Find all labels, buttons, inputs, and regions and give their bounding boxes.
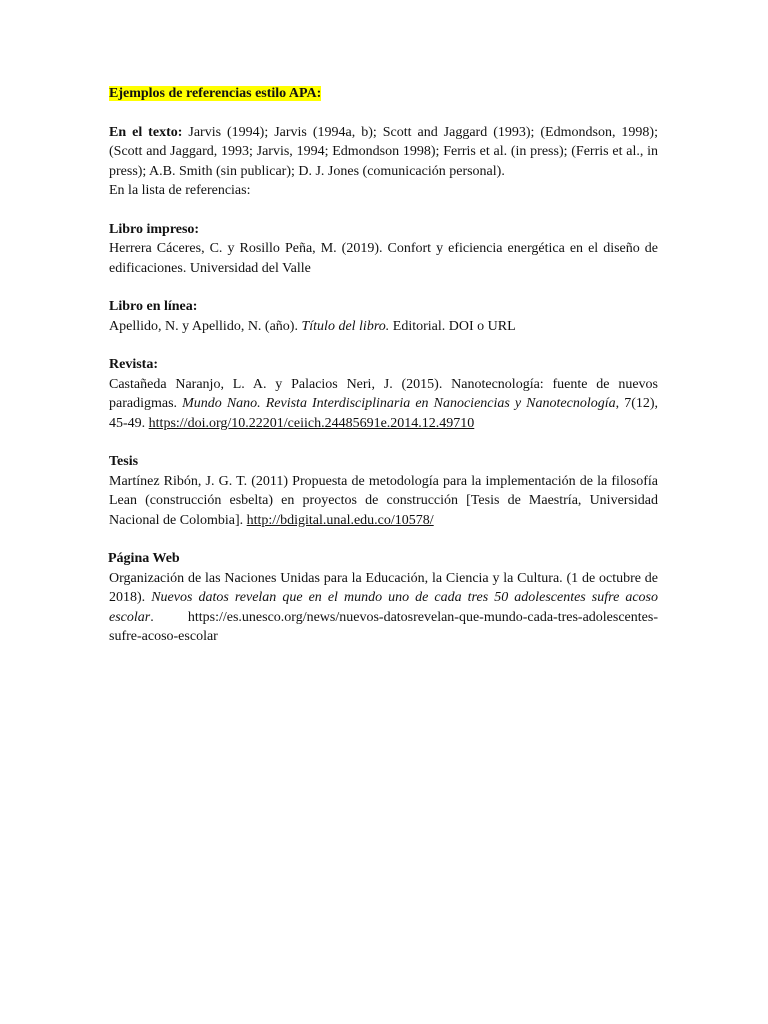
libro-linea-heading: Libro en línea: bbox=[109, 299, 198, 314]
pagina-web-pre: Organización de las Naciones Unidas para la Educación, la Ciencia y la Cultura. (1 de octubre de 2018). bbox=[109, 570, 658, 605]
en-texto-lead: En el texto: bbox=[109, 124, 183, 140]
tesis-link[interactable]: http://bdigital.unal.edu.co/10578/ bbox=[246, 512, 434, 528]
section-revista bbox=[109, 355, 658, 433]
libro-linea-post: Editorial. DOI o URL bbox=[389, 318, 516, 334]
tesis-pre: Martínez Ribón, J. G. T. (2011) Propuesta de metodología para la implementación de la filosofía Lean (construcción esbelta) en proyectos de construcción [Tesis de Maestría, Universidad Nacional de Colombia]. bbox=[109, 473, 658, 528]
tesis-text bbox=[109, 472, 658, 531]
libro-linea-text bbox=[109, 317, 658, 337]
en-texto-paragraph bbox=[109, 123, 658, 182]
revista-doi-link[interactable]: https://doi.org/10.22201/ceiich.24485691e.2014.12.49710 bbox=[148, 415, 475, 431]
pagina-web-text bbox=[109, 569, 658, 647]
section-pagina-web bbox=[109, 549, 658, 647]
libro-linea-pre: Apellido, N. y Apellido, N. (año). bbox=[109, 318, 302, 334]
title-highlight: Ejemplos de referencias estilo APA: bbox=[109, 86, 322, 101]
revista-italic: Mundo Nano. Revista Interdisciplinaria en Nanociencias y Nanotecnología bbox=[182, 396, 616, 411]
revista-text bbox=[109, 375, 658, 434]
libro-impreso-text: Herrera Cáceres, C. y Rosillo Peña, M. (2019). Confort y eficiencia energética en el diseño de edificaciones. Universidad del Valle bbox=[109, 241, 658, 276]
tesis-heading: Tesis bbox=[109, 454, 139, 469]
section-libro-linea bbox=[109, 297, 658, 336]
section-libro-impreso bbox=[109, 220, 658, 279]
revista-heading: Revista: bbox=[109, 357, 158, 372]
document-page bbox=[109, 84, 658, 666]
revista-mid: , 7(12), 45-49. bbox=[109, 396, 659, 431]
en-texto-body: Jarvis (1994); Jarvis (1994a, b); Scott and Jaggard (1993); (Edmondson, 1998); (Scott and Jaggard, 1993; Jarvis, 1994; Edmondson 1998); Ferris et al. (in press); (Ferris et al., in press); A.B. Smith (sin publicar); D. J. Jones (comunicación personal). bbox=[109, 124, 658, 179]
section-en-texto bbox=[109, 123, 658, 201]
document-title bbox=[109, 84, 658, 104]
pagina-web-italic: Nuevos datos revelan que en el mundo uno de cada tres 50 adolescentes sufre acoso escolar bbox=[109, 590, 658, 625]
revista-pre: Castañeda Naranjo, L. A. y Palacios Neri, J. (2015). Nanotecnología: fuente de nuevos paradigmas. bbox=[109, 376, 658, 411]
lista-referencias-line: En la lista de referencias: bbox=[109, 183, 251, 198]
libro-impreso-heading: Libro impreso: bbox=[109, 221, 200, 237]
pagina-web-post: . https://es.unesco.org/news/nuevos-datosrevelan-que-mundo-cada-tres-adolescentes-sufre-acoso-escolar bbox=[109, 609, 658, 644]
section-tesis bbox=[109, 452, 658, 530]
pagina-web-heading: Página Web bbox=[108, 551, 180, 566]
libro-linea-italic: Título del libro. bbox=[301, 318, 390, 334]
